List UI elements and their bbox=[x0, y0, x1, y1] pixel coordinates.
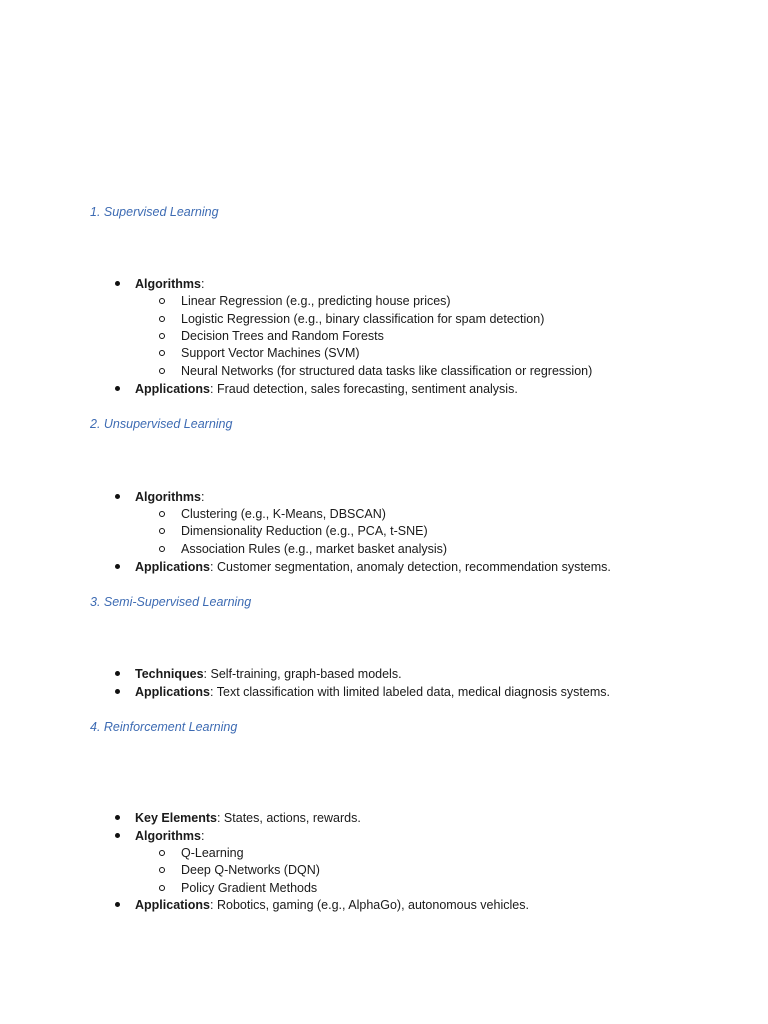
list-item: Clustering (e.g., K-Means, DBSCAN) bbox=[181, 507, 386, 521]
algorithms-line: Algorithms: bbox=[135, 277, 205, 291]
sub-bullet-icon bbox=[159, 298, 165, 304]
algorithms-label: Algorithms bbox=[135, 277, 201, 291]
bullet-icon bbox=[115, 689, 120, 694]
applications-label: Applications bbox=[135, 560, 211, 574]
sub-bullet-icon bbox=[159, 316, 165, 322]
algorithms-label: Algorithms bbox=[135, 829, 201, 843]
sub-bullet-icon bbox=[159, 528, 165, 534]
sub-bullet-icon bbox=[159, 850, 165, 856]
applications-line: Applications: Fraud detection, sales forecasting, sentiment analysis. bbox=[135, 382, 518, 396]
list-item: Decision Trees and Random Forests bbox=[181, 329, 384, 343]
bullet-icon bbox=[115, 564, 120, 569]
algorithms-line: Algorithms: bbox=[135, 829, 205, 843]
bullet-icon bbox=[115, 386, 120, 391]
bullet-icon bbox=[115, 815, 120, 820]
section-heading-unsupervised: 2. Unsupervised Learning bbox=[90, 417, 233, 431]
sub-bullet-icon bbox=[159, 350, 165, 356]
sub-bullet-icon bbox=[159, 546, 165, 552]
sub-bullet-icon bbox=[159, 368, 165, 374]
list-item: Policy Gradient Methods bbox=[181, 881, 318, 895]
techniques-line: Techniques: Self-training, graph-based models. bbox=[135, 667, 402, 681]
bullet-icon bbox=[115, 833, 120, 838]
algorithms-label: Algorithms bbox=[135, 490, 201, 504]
applications-line: Applications: Text classification with limited labeled data, medical diagnosis systems. bbox=[135, 685, 610, 699]
list-item: Support Vector Machines (SVM) bbox=[181, 346, 360, 360]
list-item: Deep Q-Networks (DQN) bbox=[181, 863, 320, 877]
list-item: Dimensionality Reduction (e.g., PCA, t-SNE) bbox=[181, 524, 428, 538]
list-item: Logistic Regression (e.g., binary classification for spam detection) bbox=[181, 312, 545, 326]
sub-bullet-icon bbox=[159, 885, 165, 891]
list-item: Linear Regression (e.g., predicting house prices) bbox=[181, 294, 451, 308]
applications-label: Applications bbox=[135, 898, 211, 912]
list-item: Neural Networks (for structured data tasks like classification or regression) bbox=[181, 364, 593, 378]
applications-label: Applications bbox=[135, 382, 211, 396]
applications-label: Applications bbox=[135, 685, 211, 699]
list-item: Q-Learning bbox=[181, 846, 244, 860]
key-elements-label: Key Elements bbox=[135, 811, 217, 825]
applications-line: Applications: Robotics, gaming (e.g., AlphaGo), autonomous vehicles. bbox=[135, 898, 529, 912]
algorithms-line: Algorithms: bbox=[135, 490, 205, 504]
key-elements-line: Key Elements: States, actions, rewards. bbox=[135, 811, 361, 825]
sub-bullet-icon bbox=[159, 867, 165, 873]
bullet-icon bbox=[115, 902, 120, 907]
techniques-label: Techniques bbox=[135, 667, 204, 681]
bullet-icon bbox=[115, 494, 120, 499]
sub-bullet-icon bbox=[159, 333, 165, 339]
sub-bullet-icon bbox=[159, 511, 165, 517]
applications-line: Applications: Customer segmentation, anomaly detection, recommendation systems. bbox=[135, 560, 611, 574]
bullet-icon bbox=[115, 671, 120, 676]
section-heading-semi-supervised: 3. Semi-Supervised Learning bbox=[90, 595, 252, 609]
section-heading-supervised: 1. Supervised Learning bbox=[90, 205, 219, 219]
list-item: Association Rules (e.g., market basket analysis) bbox=[181, 542, 448, 556]
bullet-icon bbox=[115, 281, 120, 286]
section-heading-reinforcement: 4. Reinforcement Learning bbox=[90, 720, 238, 734]
